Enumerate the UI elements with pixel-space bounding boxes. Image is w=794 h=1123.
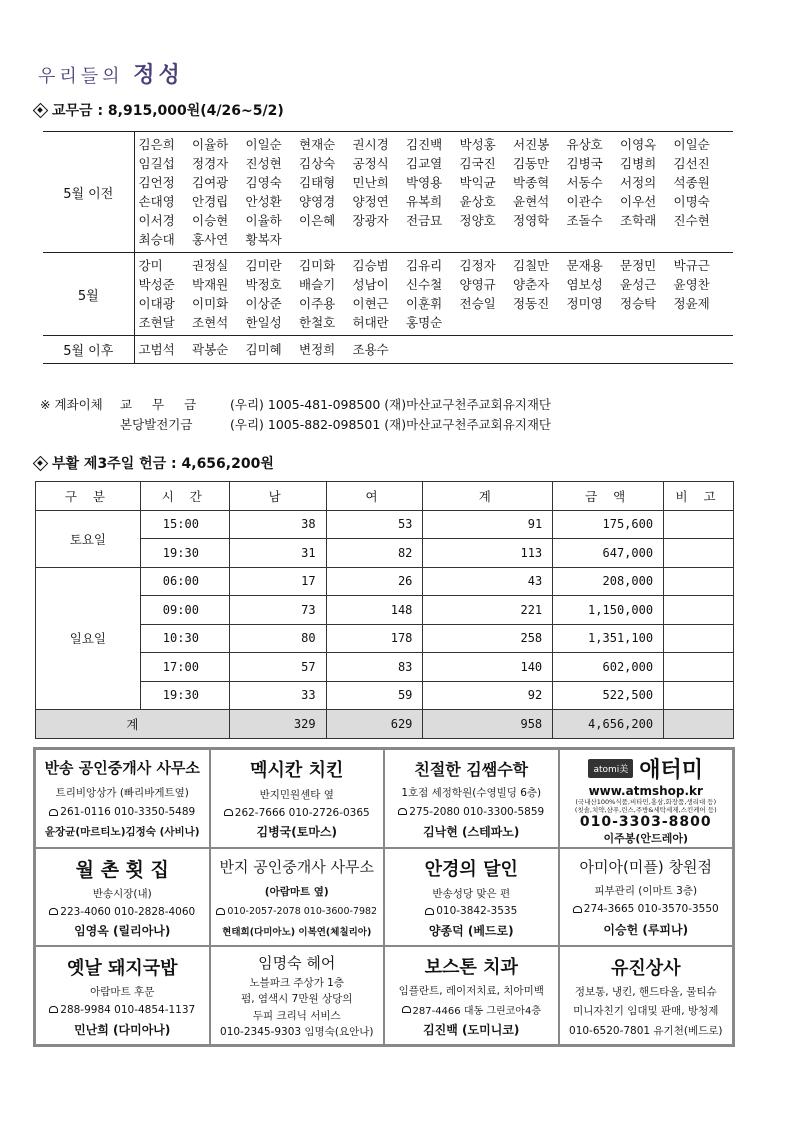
amount-cell: 602,000	[553, 653, 664, 682]
transfer-row	[40, 395, 551, 415]
donor-name: 강미	[138, 258, 163, 273]
donor-name: 김미화	[299, 258, 336, 273]
donor-name: 한철호	[299, 315, 336, 330]
donor-name: 김정자	[459, 258, 496, 273]
table-row	[36, 567, 734, 596]
male-cell: 17	[229, 567, 326, 596]
donor-name: 임길섭	[138, 156, 175, 171]
donor-name: 홍사연	[192, 232, 229, 247]
total-cell: 113	[423, 539, 553, 568]
total-cell: 958	[423, 710, 553, 739]
donor-name: 전승일	[459, 296, 496, 311]
donor-name: 조학래	[620, 213, 657, 228]
table-row	[36, 681, 734, 710]
transfer-mark: ※ 계좌이체	[40, 397, 103, 412]
phone-icon	[49, 809, 58, 816]
donor-name: 허대란	[352, 315, 389, 330]
donor-name: 정경자	[192, 156, 229, 171]
donor-name-grid	[139, 136, 734, 248]
donor-name: 유복희	[406, 194, 443, 209]
transfer-label: 교 무 금	[120, 397, 205, 412]
donor-name: 김진백	[406, 137, 443, 152]
donor-name: 김여광	[192, 175, 229, 190]
ad-gukbap-restaurant: 옛날 돼지국밥 아람마트 후문 288-9984 010-4854-1137 민난희 (다미아나)	[36, 947, 209, 1044]
title-prefix: 우리들의	[38, 66, 124, 87]
donor-name: 박재원	[192, 277, 229, 292]
donor-name: 정양호	[459, 213, 496, 228]
total-cell: 92	[423, 681, 553, 710]
time-cell: 09:00	[140, 596, 229, 625]
donation-group-row	[43, 132, 733, 253]
male-cell: 57	[229, 653, 326, 682]
donor-name: 김유리	[406, 258, 443, 273]
donor-name: 민난희	[352, 175, 389, 190]
ad-real-estate-banji: 반지 공인중개사 사무소 (아람마트 옆) 010-2057-2078 010-3600-7982 현태희(다미아노) 이복연(체칠리아)	[211, 849, 384, 946]
donor-name: 이훈휘	[406, 296, 443, 311]
time-cell: 15:00	[140, 510, 229, 539]
amount-cell: 1,150,000	[553, 596, 664, 625]
phone-icon	[425, 908, 434, 915]
donor-name: 권시경	[352, 137, 389, 152]
donor-name: 김병희	[620, 156, 657, 171]
donor-name: 이상준	[245, 296, 282, 311]
female-cell: 629	[326, 710, 423, 739]
col-header: 계	[423, 482, 553, 511]
donor-name: 박성준	[138, 277, 175, 292]
donor-name: 박영용	[406, 175, 443, 190]
ad-atomy: atomi美 애터미 www.atmshop.kr (국내산100%식품,비타민,홍삼,화장품,생리대 등) (칫솔,치약,샴푸,린스,주방&세탁세제,스킨케어 등) 010-3303-8800 이주봉(안드레아)	[560, 750, 733, 847]
female-cell: 148	[326, 596, 423, 625]
female-cell: 82	[326, 539, 423, 568]
donor-name: 김승범	[352, 258, 389, 273]
col-header: 여	[326, 482, 423, 511]
female-cell: 53	[326, 510, 423, 539]
note-cell	[664, 510, 734, 539]
female-cell: 178	[326, 624, 423, 653]
donor-name: 양영규	[459, 277, 496, 292]
amount-cell: 522,500	[553, 681, 664, 710]
phone-icon	[398, 808, 407, 815]
donor-name: 김언정	[138, 175, 175, 190]
donor-name: 유상호	[566, 137, 603, 152]
collection-header-row	[36, 482, 734, 511]
total-cell: 258	[423, 624, 553, 653]
donor-name: 조현달	[138, 315, 175, 330]
ad-real-estate-bansong: 반송 공인중개사 사무소 트리비앙상가 (빠리바게트옆) 261-0116 010-3350-5489 윤장균(마르티노)김정숙 (사비나)	[36, 750, 209, 847]
time-cell: 17:00	[140, 653, 229, 682]
col-header: 금 액	[553, 482, 664, 511]
total-cell: 221	[423, 596, 553, 625]
col-header: 남	[229, 482, 326, 511]
ad-mexican-chicken: 멕시칸 치킨 반지민원센타 옆 262-7666 010-2726-0365 김병국(토마스)	[211, 750, 384, 847]
ad-optician: 안경의 달인 반송성당 맞은 편 010-3842-3535 양종덕 (베드로)	[385, 849, 558, 946]
donor-name: 이서경	[138, 213, 175, 228]
donor-name: 이일순	[673, 137, 710, 152]
phone-icon	[49, 1006, 58, 1013]
donor-name: 김미란	[245, 258, 282, 273]
note-cell	[664, 710, 734, 739]
donor-name: 정윤제	[673, 296, 710, 311]
donor-name: 김영숙	[245, 175, 282, 190]
total-cell: 91	[423, 510, 553, 539]
donor-name: 김선진	[673, 156, 710, 171]
phone-icon	[402, 1006, 411, 1013]
phone-icon	[573, 906, 582, 913]
transfer-account: (우리) 1005-481-098500 (재)마산교구천주교회유지재단	[230, 397, 551, 412]
collection-heading: 부활 제3주일 헌금 : 4,656,200원	[34, 453, 274, 473]
sponsor-ads-grid	[33, 747, 735, 1047]
donor-name: 석종원	[673, 175, 710, 190]
total-label: 계	[36, 710, 230, 739]
amount-cell: 1,351,100	[553, 624, 664, 653]
donor-name: 윤현석	[513, 194, 550, 209]
donor-name: 김상숙	[299, 156, 336, 171]
donor-name: 이율하	[192, 137, 229, 152]
amount-cell: 647,000	[553, 539, 664, 568]
donor-name: 서진봉	[513, 137, 550, 152]
donor-name: 성남이	[352, 277, 389, 292]
donor-name: 조현석	[192, 315, 229, 330]
donor-name: 김은희	[138, 137, 175, 152]
col-header: 비 고	[664, 482, 734, 511]
phone-icon	[49, 908, 58, 915]
donor-name: 정동진	[513, 296, 550, 311]
donor-name: 이우선	[620, 194, 657, 209]
donor-name: 배슬기	[299, 277, 336, 292]
donor-name: 김교열	[406, 156, 443, 171]
bank-transfer-info	[40, 395, 551, 435]
donor-name: 양춘자	[513, 277, 550, 292]
donation-period: 5월 이후	[43, 336, 134, 364]
donor-name: 김국진	[459, 156, 496, 171]
donor-name: 이미화	[192, 296, 229, 311]
donation-names-table	[43, 131, 733, 364]
donor-name: 이일순	[245, 137, 282, 152]
male-cell: 80	[229, 624, 326, 653]
male-cell: 33	[229, 681, 326, 710]
diamond-bullet-icon	[34, 457, 46, 469]
page-title	[38, 58, 184, 89]
donor-name: 진성현	[245, 156, 282, 171]
total-cell: 43	[423, 567, 553, 596]
donor-name: 김칠만	[513, 258, 550, 273]
donor-name: 최승대	[138, 232, 175, 247]
donor-name: 윤상호	[459, 194, 496, 209]
ad-dental-clinic: 보스톤 치과 임플란트, 레이저치료, 치아미백 287-4466 대동 그린코아4층 김진백 (도미니코)	[385, 947, 558, 1044]
donor-name: 손대영	[138, 194, 175, 209]
ad-math-academy: 친절한 김쌤수학 1호점 세정학원(수영빌딩 6층) 275-2080 010-3300-5859 김낙현 (스테파노)	[385, 750, 558, 847]
total-cell: 140	[423, 653, 553, 682]
amount-cell: 208,000	[553, 567, 664, 596]
note-cell	[664, 681, 734, 710]
note-cell	[664, 567, 734, 596]
donor-name: 박종혁	[513, 175, 550, 190]
collection-table	[35, 481, 734, 739]
phone-icon	[216, 908, 225, 915]
donor-name: 박익균	[459, 175, 496, 190]
donation-group-row	[43, 253, 733, 336]
female-cell: 83	[326, 653, 423, 682]
donor-name: 전금묘	[406, 213, 443, 228]
transfer-row	[40, 415, 551, 435]
time-cell: 19:30	[140, 681, 229, 710]
donor-name: 서정의	[620, 175, 657, 190]
donor-name: 권정실	[192, 258, 229, 273]
donor-name: 공정식	[352, 156, 389, 171]
donor-name: 이주용	[299, 296, 336, 311]
col-header: 구 분	[36, 482, 141, 511]
atomy-logo: atomi美	[588, 759, 633, 778]
donation-period: 5월	[43, 253, 134, 336]
title-main: 정성	[133, 62, 184, 88]
donor-name: 고범석	[138, 342, 175, 357]
donor-name: 문재용	[566, 258, 603, 273]
female-cell: 59	[326, 681, 423, 710]
donor-name: 신수철	[406, 277, 443, 292]
table-row	[36, 653, 734, 682]
donor-name: 이승현	[192, 213, 229, 228]
donor-name-grid	[139, 257, 734, 331]
donor-name: 윤성근	[620, 277, 657, 292]
total-row	[36, 710, 734, 739]
diamond-bullet-icon	[34, 104, 46, 116]
table-row	[36, 539, 734, 568]
phone-icon	[224, 809, 233, 816]
donor-name: 안성환	[245, 194, 282, 209]
donor-name: 박정호	[245, 277, 282, 292]
time-cell: 19:30	[140, 539, 229, 568]
note-cell	[664, 596, 734, 625]
donation-heading: 교무금 : 8,915,000원(4/26~5/2)	[34, 100, 284, 120]
female-cell: 26	[326, 567, 423, 596]
donor-name: 김미혜	[245, 342, 282, 357]
donor-name: 정영학	[513, 213, 550, 228]
table-row	[36, 596, 734, 625]
donor-name: 조용수	[352, 342, 389, 357]
time-cell: 06:00	[140, 567, 229, 596]
donor-name: 이영옥	[620, 137, 657, 152]
donor-name: 이현근	[352, 296, 389, 311]
ad-hair-salon: 임명숙 헤어 노블파크 주상가 1층 펌, 염색시 7만원 상당의 두피 크리닉 서비스 010-2345-9303 임명숙(요안나)	[211, 947, 384, 1044]
col-header: 시 간	[140, 482, 229, 511]
transfer-account: (우리) 1005-882-098501 (재)마산교구천주교회유지재단	[230, 417, 551, 432]
male-cell: 73	[229, 596, 326, 625]
note-cell	[664, 653, 734, 682]
donor-name: 박성홍	[459, 137, 496, 152]
donor-name: 장광자	[352, 213, 389, 228]
donor-name: 이대광	[138, 296, 175, 311]
donor-name: 안경립	[192, 194, 229, 209]
donor-name: 이은혜	[299, 213, 336, 228]
donor-name: 이명숙	[673, 194, 710, 209]
donor-name: 문정민	[620, 258, 657, 273]
donor-name: 이율하	[245, 213, 282, 228]
donor-name: 박규근	[673, 258, 710, 273]
donor-name: 변정희	[299, 342, 336, 357]
time-cell: 10:30	[140, 624, 229, 653]
donor-name: 이관수	[566, 194, 603, 209]
donor-name: 정승탁	[620, 296, 657, 311]
donor-name: 양정연	[352, 194, 389, 209]
note-cell	[664, 624, 734, 653]
ad-yujin-trading: 유진상사 정보통, 냉킨, 핸드타올, 물티슈 미니자친기 임대및 판매, 방청제 010-6520-7801 유기천(베드로)	[560, 947, 733, 1044]
donor-name: 조돌수	[566, 213, 603, 228]
table-row	[36, 624, 734, 653]
day-cell: 일요일	[36, 567, 141, 710]
note-cell	[664, 539, 734, 568]
donor-name: 진수현	[673, 213, 710, 228]
male-cell: 38	[229, 510, 326, 539]
donor-name: 한일성	[245, 315, 282, 330]
donor-name: 정미영	[566, 296, 603, 311]
table-row	[36, 510, 734, 539]
donor-name: 김태형	[299, 175, 336, 190]
donor-name: 홍명순	[406, 315, 443, 330]
male-cell: 329	[229, 710, 326, 739]
donation-period: 5월 이전	[43, 132, 134, 253]
donation-group-row	[43, 336, 733, 364]
amount-cell: 175,600	[553, 510, 664, 539]
donor-name: 서동수	[566, 175, 603, 190]
donor-name: 김병국	[566, 156, 603, 171]
donor-name: 현재순	[299, 137, 336, 152]
ad-sashimi-restaurant: 월 촌 횟 집 반송시장(내) 223-4060 010-2828-4060 임영옥 (릴리아나)	[36, 849, 209, 946]
donor-name: 양영경	[299, 194, 336, 209]
day-cell: 토요일	[36, 510, 141, 567]
donor-name: 김동만	[513, 156, 550, 171]
donor-name: 곽봉순	[192, 342, 229, 357]
donor-name: 황복자	[245, 232, 282, 247]
amount-cell: 4,656,200	[553, 710, 664, 739]
donor-name-grid	[139, 341, 734, 358]
male-cell: 31	[229, 539, 326, 568]
donor-name: 염보성	[566, 277, 603, 292]
ad-skincare: 아미아(미플) 창원점 피부관리 (이마트 3층) 274-3665 010-3570-3550 이승헌 (루피나)	[560, 849, 733, 946]
donor-name: 윤영찬	[673, 277, 710, 292]
transfer-label: 본당발전기금	[120, 417, 193, 432]
